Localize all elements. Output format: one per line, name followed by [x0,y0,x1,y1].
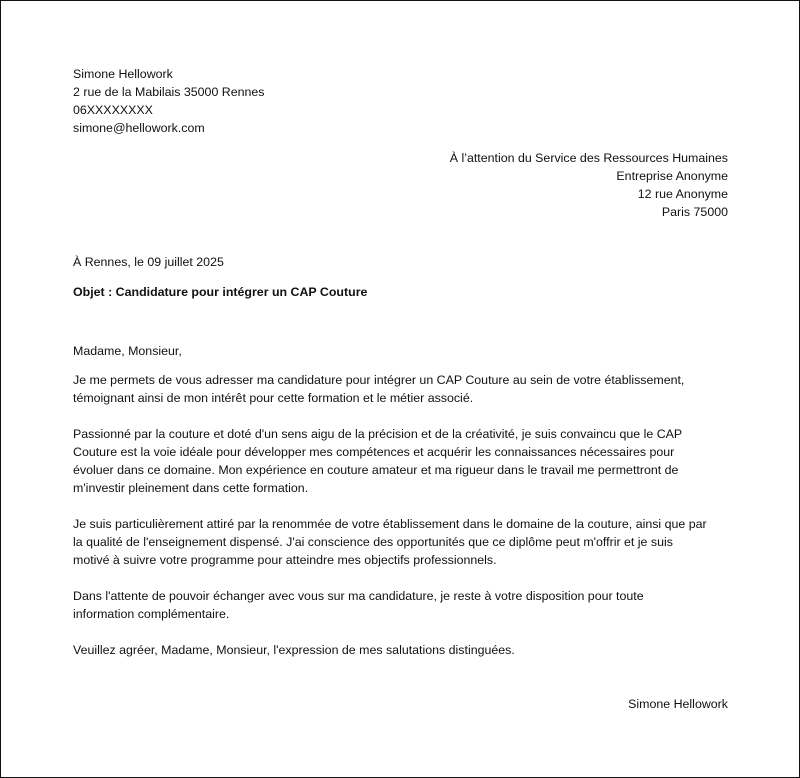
signature-block [73,695,728,713]
greeting-line [73,342,728,360]
recipient-attention: À l’attention du Service des Ressources Humaines [449,151,728,165]
recipient-city: Paris 75000 [661,205,728,219]
paragraph-line: Passionné par la couture et doté d'un sens aigu de la précision et de la créativité, je suis convaincu que le CAP [73,427,683,441]
closing-text: Veuillez agréer, Madame, Monsieur, l'expression de mes salutations distinguées. [73,643,515,657]
paragraph-line: la qualité de l'enseignement dispensé. J'ai conscience des opportunités que ce diplôme peut m'offrir et je suis [73,535,673,549]
sender-phone: 06XXXXXXXX [73,103,153,117]
paragraph-line: Dans l'attente de pouvoir échanger avec vous sur ma candidature, je reste à votre disposition pour toute [73,589,644,603]
paragraph-line: évoluer dans ce domaine. Mon expérience en couture amateur et ma rigueur dans le travail me permettront de [73,463,679,477]
paragraph-line: motivé à suivre votre programme pour atteindre mes objectifs professionnels. [73,553,497,567]
subject-text: Objet : Candidature pour intégrer un CAP Couture [73,285,368,299]
signature-name: Simone Hellowork [628,697,728,711]
sender-address: 2 rue de la Mabilais 35000 Rennes [73,85,265,99]
paragraph-3 [73,515,728,569]
date-text: À Rennes, le 09 juillet 2025 [73,255,224,269]
recipient-street: 12 rue Anonyme [637,187,728,201]
paragraph-line: témoignant ainsi de mon intérêt pour cette formation et le métier associé. [73,391,474,405]
paragraph-line: Je suis particulièrement attiré par la renommée de votre établissement dans le domaine de la couture, ainsi que par [73,517,707,531]
paragraph-1 [73,371,728,407]
paragraph-line: information complémentaire. [73,607,230,621]
paragraph-line: m'investir pleinement dans cette formation. [73,481,309,495]
date-line [73,253,728,271]
closing-line [73,641,728,659]
paragraph-line: Couture est la voie idéale pour développer mes compétences et acquérir les connaissances nécessaires pour [73,445,675,459]
sender-block [73,65,728,137]
greeting-text: Madame, Monsieur, [73,344,182,358]
paragraph-line: Je me permets de vous adresser ma candidature pour intégrer un CAP Couture au sein de votre établissement, [73,373,685,387]
recipient-company: Entreprise Anonyme [616,169,728,183]
recipient-block [73,149,728,221]
subject-line [73,283,728,301]
paragraph-2 [73,425,728,497]
paragraph-4 [73,587,728,623]
sender-email: simone@hellowork.com [73,121,205,135]
sender-name: Simone Hellowork [73,67,173,81]
